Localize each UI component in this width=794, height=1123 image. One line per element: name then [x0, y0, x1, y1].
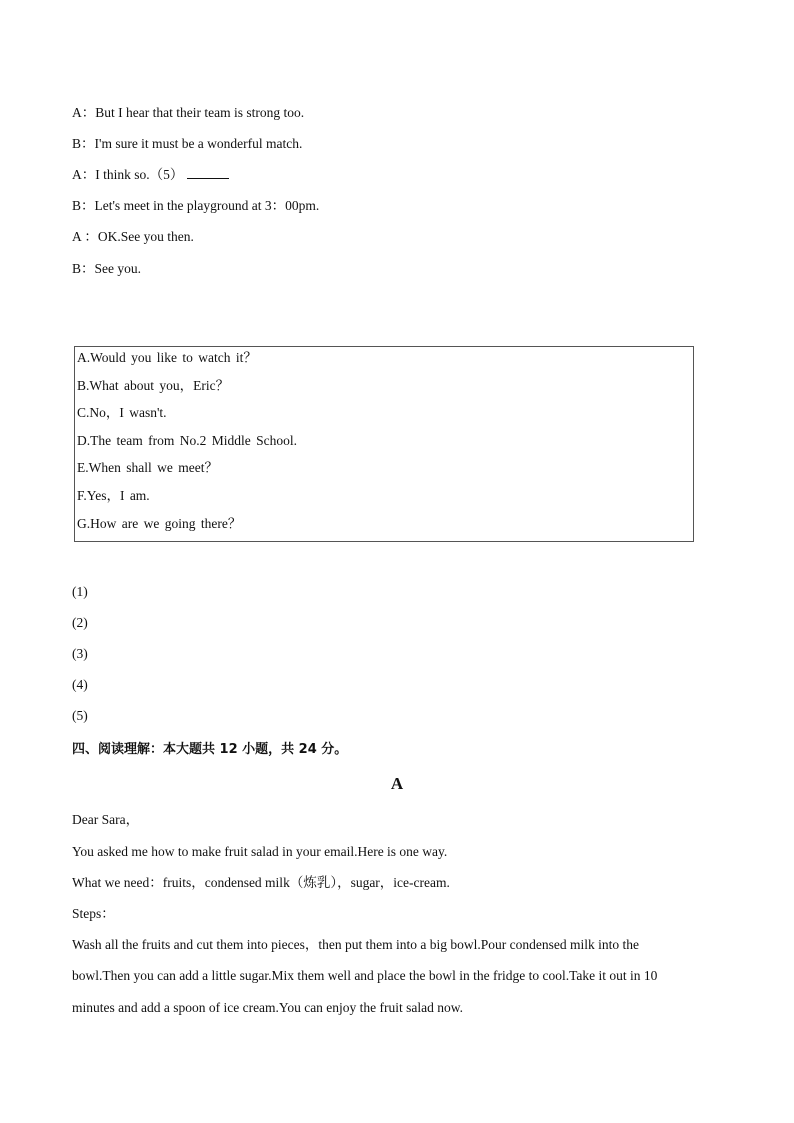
- dialogue-line: [72, 228, 194, 246]
- option-item: D.The team from No.2 Middle School.: [77, 433, 297, 448]
- speaker-label: B：: [72, 136, 95, 151]
- letter-line: You asked me how to make fruit salad in your email.Here is one way.: [72, 844, 448, 859]
- letter-line: Wash all the fruits and cut them into pieces，then put them into a big bowl.Pour condensed milk into the: [72, 937, 639, 952]
- options-box: [74, 346, 694, 542]
- dialogue-line: [72, 104, 304, 122]
- option-item: E.When shall we meet？: [77, 460, 218, 475]
- dialogue-text: Let's meet in the playground at 3：00pm.: [94, 198, 320, 213]
- dialogue-line: [72, 135, 302, 153]
- option-item: A.Would you like to watch it？: [77, 350, 257, 365]
- answer-slot[interactable]: (4): [72, 677, 88, 692]
- speaker-label: B：: [72, 198, 95, 213]
- answer-slot[interactable]: (3): [72, 646, 88, 661]
- dialogue-text: See you.: [94, 261, 142, 276]
- option-item: G.How are we going there？: [77, 516, 242, 531]
- dialogue-text: But I hear that their team is strong too.: [95, 105, 305, 120]
- dialogue-text: I'm sure it must be a wonderful match.: [94, 136, 303, 151]
- speaker-label: A：: [72, 105, 96, 120]
- answer-slot[interactable]: (1): [72, 584, 88, 599]
- dialogue-text: OK.See you then.: [97, 229, 194, 244]
- speaker-label: B：: [72, 261, 95, 276]
- dialogue-line: [72, 166, 229, 184]
- letter-line: Steps：: [72, 906, 115, 921]
- option-item: B.What about you，Eric？: [77, 378, 230, 393]
- dialogue-line: [72, 260, 141, 278]
- dialogue-line: [72, 197, 319, 215]
- passage-letter: A: [390, 774, 404, 793]
- letter-line: bowl.Then you can add a little sugar.Mix them well and place the bowl in the fridge to cool.Take it out in 10: [72, 968, 658, 983]
- dialogue-text: I think so.（5）: [95, 167, 184, 182]
- speaker-label: A ：: [72, 229, 98, 244]
- letter-line: What we need：fruits，condensed milk（炼乳），sugar，ice-cream.: [72, 875, 450, 890]
- section-title: 四、阅读理解：本大题共 12 小题，共 24 分。: [72, 742, 348, 757]
- answer-blank[interactable]: [187, 166, 229, 179]
- letter-line: minutes and add a spoon of ice cream.You can enjoy the fruit salad now.: [72, 1000, 464, 1015]
- option-item: C.No，I wasn't.: [77, 405, 167, 420]
- option-item: F.Yes，I am.: [77, 488, 150, 503]
- letter-greeting: Dear Sara，: [72, 812, 140, 827]
- answer-slot[interactable]: (2): [72, 615, 88, 630]
- answer-slot[interactable]: (5): [72, 708, 88, 723]
- speaker-label: A：: [72, 167, 96, 182]
